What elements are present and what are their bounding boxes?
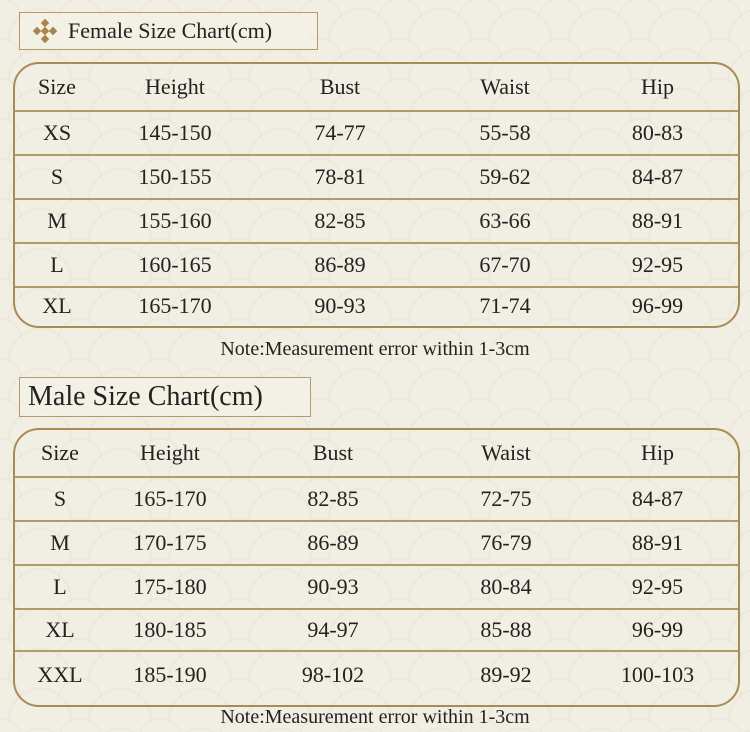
column-header: Waist [481,440,531,465]
table-cell: 72-75 [480,486,532,511]
table-row [15,566,738,610]
table-cell: 90-93 [307,574,359,599]
table-header-row [15,64,738,112]
column-header: Height [145,74,205,99]
table-cell: 55-58 [479,120,531,145]
table-cell: 82-85 [307,486,359,511]
table-cell: 96-99 [631,293,684,318]
column-header: Size [41,440,79,465]
female-size-table [13,62,740,328]
table-cell: 86-89 [314,252,366,277]
table-cell: 96-99 [631,617,684,642]
table-cell: 82-85 [314,208,366,233]
table-row [15,156,738,200]
table-cell: 71-74 [479,293,531,318]
table-row [15,610,738,652]
table-cell: 165-170 [133,486,207,511]
column-header: Size [38,74,76,99]
table-header-row [15,430,738,478]
table-cell: 94-97 [307,617,359,642]
table-cell: 76-79 [480,530,532,555]
table-row [15,244,738,288]
table-cell: 160-165 [138,252,212,277]
table-cell: 67-70 [479,252,531,277]
table-row [15,112,738,156]
table-cell: L [53,574,67,599]
table-cell: L [50,252,64,277]
table-cell: 92-95 [631,252,684,277]
table-row [15,522,738,566]
column-header: Bust [319,74,361,99]
table-cell: XXL [37,662,83,687]
table-cell: 170-175 [133,530,207,555]
table-cell: 86-89 [307,530,359,555]
table-cell: 88-91 [631,530,684,555]
table-cell: 175-180 [133,574,207,599]
table-cell: 63-66 [479,208,531,233]
table-cell: 100-103 [620,662,695,687]
table-cell: 145-150 [138,120,212,145]
table-cell: 92-95 [631,574,684,599]
table-cell: 155-160 [138,208,212,233]
table-cell: M [50,530,70,555]
female-title-text: Female Size Chart(cm) [68,18,273,43]
table-row [15,200,738,244]
table-cell: 90-93 [314,293,366,318]
table-cell: 85-88 [480,617,532,642]
female-note: Note:Measurement error within 1-3cm [220,338,530,360]
table-cell: 74-77 [314,120,366,145]
column-header: Height [140,440,200,465]
female-chart-title [19,12,318,50]
table-cell: 150-155 [138,164,212,189]
column-header: Waist [480,74,530,99]
table-cell: 98-102 [301,662,365,687]
table-cell: 84-87 [631,486,684,511]
table-cell: S [50,164,64,189]
table-cell: 78-81 [314,164,366,189]
table-cell: 185-190 [133,662,207,687]
table-cell: 165-170 [138,293,212,318]
male-size-table [13,428,740,707]
column-header: Bust [312,440,354,465]
table-cell: XS [42,120,72,145]
column-header: Hip [641,440,674,465]
table-cell: 180-185 [133,617,207,642]
male-note: Note:Measurement error within 1-3cm [220,706,530,728]
table-cell: XL [42,293,72,318]
table-cell: 89-92 [480,662,532,687]
table-row [15,478,738,522]
table-row [15,288,738,324]
table-cell: 80-83 [631,120,684,145]
column-header: Hip [641,74,674,99]
table-cell: 59-62 [479,164,531,189]
table-cell: M [47,208,67,233]
male-chart-title [19,377,311,417]
table-cell: 84-87 [631,164,684,189]
male-title-text: Male Size Chart(cm) [28,381,263,412]
table-cell: S [53,486,67,511]
table-cell: XL [45,617,75,642]
table-cell: 88-91 [631,208,684,233]
table-row [15,652,738,698]
table-cell: 80-84 [480,574,532,599]
ornament-cross-icon [32,18,58,44]
